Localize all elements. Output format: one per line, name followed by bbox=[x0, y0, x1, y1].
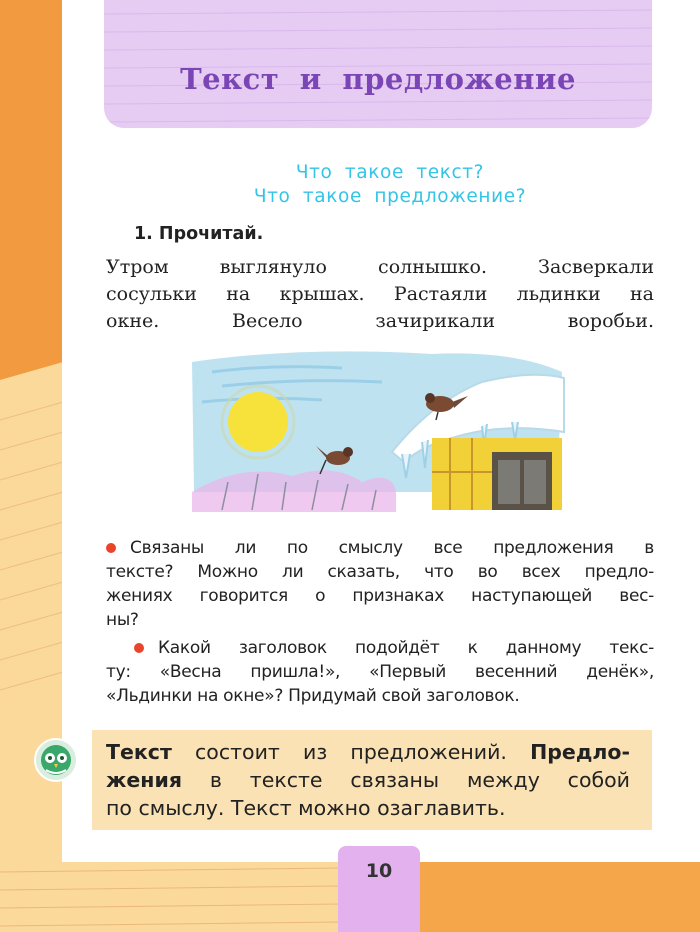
page-number-tab bbox=[338, 846, 420, 932]
question-line: ту: «Весна пришла!», «Первый весенний денёк», bbox=[106, 662, 654, 682]
sun-icon bbox=[228, 392, 288, 452]
page-title: Текст и предложение bbox=[180, 62, 576, 96]
owl-icon bbox=[34, 738, 78, 782]
question-line: «Льдинки на окне»? Придумай свой заголовок. bbox=[106, 686, 520, 706]
subtitle-line-1: Что такое текст? bbox=[295, 162, 485, 183]
reading-line: сосульки на крышах. Растаяли льдинки на bbox=[106, 283, 654, 305]
question-line: Какой заголовок подойдёт к данному текс- bbox=[106, 638, 654, 658]
question-line: тексте? Можно ли сказать, что во всех предло- bbox=[106, 562, 654, 582]
page-number: 10 bbox=[365, 860, 393, 882]
rule-line: жения в тексте связаны между собой bbox=[106, 768, 630, 792]
bullet-icon bbox=[134, 643, 144, 653]
bullet-icon bbox=[106, 543, 116, 553]
spring-illustration bbox=[182, 342, 572, 514]
rule-line: Текст состоит из предложений. Предло- bbox=[106, 740, 630, 764]
rule-box bbox=[92, 730, 652, 830]
title-banner bbox=[104, 0, 652, 128]
question-line: жениях говорится о признаках наступающей вес- bbox=[106, 586, 654, 606]
reading-line: окне. Весело зачирикали воробьи. bbox=[106, 310, 654, 332]
reading-line: Утром выглянуло солнышко. Засверкали bbox=[106, 256, 654, 278]
rule-line: по смыслу. Текст можно озаглавить. bbox=[106, 796, 506, 820]
subtitle-line-2: Что такое предложение? bbox=[253, 186, 527, 207]
question-line: Связаны ли по смыслу все предложения в bbox=[106, 538, 654, 558]
question-line: ны? bbox=[106, 610, 139, 630]
task-heading: 1. Прочитай. bbox=[134, 224, 264, 244]
